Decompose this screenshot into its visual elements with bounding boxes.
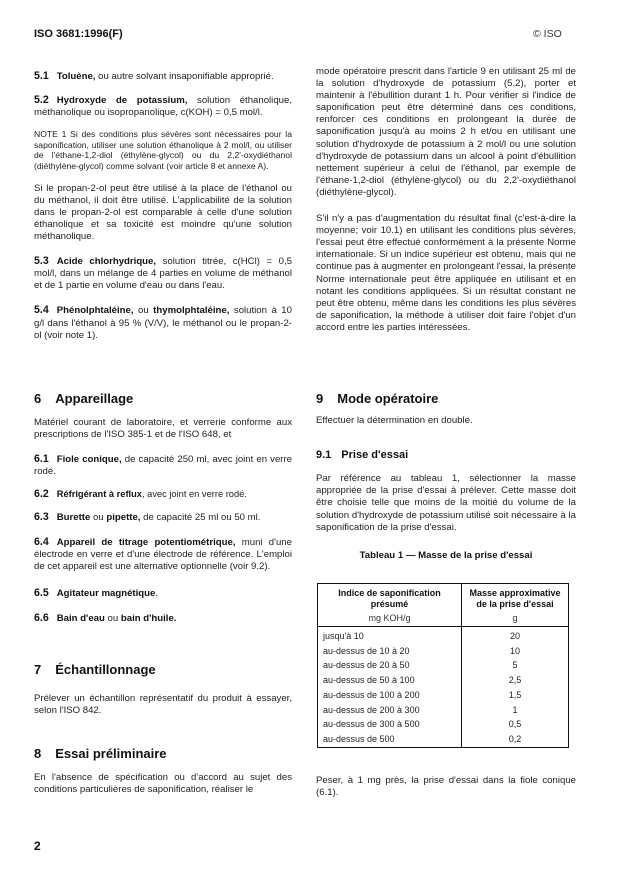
- heading-prise-essai: 9.1 Prise d'essai: [316, 449, 409, 462]
- clause-6-6: 6.6 Bain d'eau ou bain d'huile.: [34, 612, 177, 625]
- section-8: [34, 748, 292, 796]
- table-row: au-dessus de 300 à 500 0,5: [318, 717, 569, 732]
- table-row: au-dessus de 500 0,2: [318, 732, 569, 747]
- preliminary-test-text: En l'absence de spécification ou d'accord au sujet des conditions particulières de saponification, réaliser le: [34, 772, 292, 796]
- table-caption: Tableau 1 — Masse de la prise d'essai: [359, 549, 533, 561]
- section-7: [34, 664, 292, 717]
- preliminary-test-continued: mode opératoire prescrit dans l'article 9 en utilisant 25 ml de la solution d'hydroxyde de potassium (5.2), porter et maintenir à l'ébullition durant 1 h. Pour vérifier si l'indice de saponification peut être déterminé dans ces conditions, renforcer ces conditions en prolongeant la durée de saponification jusqu'à au moins 2 h et/ou en utilisant une solution d'hydroxyde de potassium à 2 mol/l ou une solution d'hydroxyde de potassium dans un alcool à point d'ébullition nettement supérieur à celui de l'éthanol, par exemple de l'éthane-1,2-diol (éthylène-glycol) ou du 2,2'-oxydiéthanol (diéthylène-glycol).: [316, 66, 576, 198]
- clause-6-3: 6.3 Burette ou pipette, de capacité 25 ml ou 50 ml.: [34, 510, 261, 523]
- table-row: au-dessus de 10 à 20 10: [318, 644, 569, 659]
- clause-5-1: 5.1 Toluène, ou autre solvant insaponifiable approprié.: [34, 70, 274, 82]
- page-number: 2: [34, 839, 41, 853]
- heading-mode-operatoire: 9 Mode opératoire: [316, 391, 439, 406]
- clause-5-4: 5.4 Phénolphtaléine, ou thymolphtaléine, solution à 10 g/l dans l'éthanol à 95 % (V/V), le méthanol ou le propan-2-ol (voir note 1).: [34, 304, 292, 341]
- clause-6-2: 6.2 Réfrigérant à reflux, avec joint en verre rodé.: [34, 488, 247, 501]
- left-column: [34, 70, 292, 342]
- table-row: au-dessus de 50 à 100 2,5: [318, 673, 569, 688]
- clause-6-1: 6.1 Fiole conique, de capacité 250 ml, avec joint en verre rodé.: [34, 453, 293, 478]
- section-6: [34, 393, 292, 625]
- heading-appareillage: 6 Appareillage: [34, 391, 134, 406]
- clause-5-3: 5.3 Acide chlorhydrique, solution titrée, c(HCl) = 0,5 mol/l, dans un mélange de 4 parties en volume de méthanol et de 1 partie en volume d'eau ou dans l'eau.: [34, 255, 292, 292]
- table-row: au-dessus de 20 à 50 5: [318, 658, 569, 673]
- apparatus-intro: Matériel courant de laboratoire, et verrerie conforme aux prescriptions de l'ISO 385-1 et de l'ISO 648, et: [34, 417, 292, 441]
- table-row: au-dessus de 100 à 200 1,5: [318, 688, 569, 703]
- table-row: au-dessus de 200 à 300 1: [318, 703, 569, 718]
- heading-essai-preliminaire: 8 Essai préliminaire: [34, 746, 167, 761]
- clause-6-4: 6.4 Appareil de titrage potentiométrique, muni d'une électrode en verre et d'une électrode de référence. L'emploi de cet appareil est une alternative optionnelle (voir 9.2).: [34, 535, 292, 572]
- section-9: [316, 393, 576, 562]
- clause-6-5: 6.5 Agitateur magnétique.: [34, 586, 159, 599]
- right-column-top: [316, 66, 576, 334]
- column-header-mass: Masse approximative de la prise d'essai g: [469, 588, 561, 623]
- table-header-row: [318, 584, 569, 627]
- propanol-paragraph: Si le propan-2-ol peut être utilisé à la place de l'éthanol ou du méthanol, il doit être utilisé. L'applicabilité de la solution dans le propan-2-ol est comparable à celle d'une solution éthanolique et sa toxicité est moindre qu'une solution méthanolique.: [34, 182, 292, 243]
- table-row: jusqu'à 10 20: [318, 627, 569, 644]
- test-portion-table: [317, 583, 569, 748]
- column-header-saponification: Indice de saponification présumé mg KOH/g: [318, 584, 462, 627]
- copyright-notice: © ISO: [533, 28, 562, 40]
- sampling-text: Prélever un échantillon représentatif du produit à essayer, selon l'ISO 842.: [34, 693, 292, 717]
- procedure-text: Effectuer la détermination en double.: [316, 415, 473, 427]
- weighing-instruction: Peser, à 1 mg près, la prise d'essai dans la fiole conique (6.1).: [316, 775, 576, 799]
- clause-5-2: 5.2 Hydroxyde de potassium, solution éthanolique, méthanolique ou isopropanolique, c(KOH) = 0,5 mol/l.: [34, 94, 292, 119]
- preliminary-test-paragraph-2: S'il n'y a pas d'augmentation du résultat final (c'est-à-dire la moyenne; voir 10.1) en utilisant les conditions plus sévères, l'essai peut être effectué conformément à la présente Norme internationale. Si un indice supérieur est obtenu, mais qui ne continue pas à augmenter en prolongeant l'essai, la présente Norme internationale peut être appliquée en utilisant et en notant les conditions appliquées. Si un résultat constant ne peut être obtenu, même dans les conditions les plus sévères de saponification, la méthode à utiliser doit faire l'objet d'un accord entre les parties intéressées.: [316, 213, 576, 333]
- document-id: ISO 3681:1996(F): [34, 28, 123, 40]
- note-1: NOTE 1 Si des conditions plus sévères sont nécessaires pour la saponification, utiliser une solution éthanolique à 2 mol/l, ou utiliser de l'éthane-1,2-diol (éthylène-glycol) ou du 2,2'-oxydiéthanol (diéthylène-glycol) comme solvant (voir article 8 et annexe A).: [34, 129, 292, 172]
- test-portion-text: Par référence au tableau 1, sélectionner la masse appropriée de la prise d'essai à prélever. Cette masse doit être choisie telle que moins de la moitié du volume de la solution d'hydroxyde de potassium utilisé soit nécessaire à la saponification de la prise d'essai.: [316, 473, 576, 533]
- heading-echantillonnage: 7 Échantillonnage: [34, 662, 156, 677]
